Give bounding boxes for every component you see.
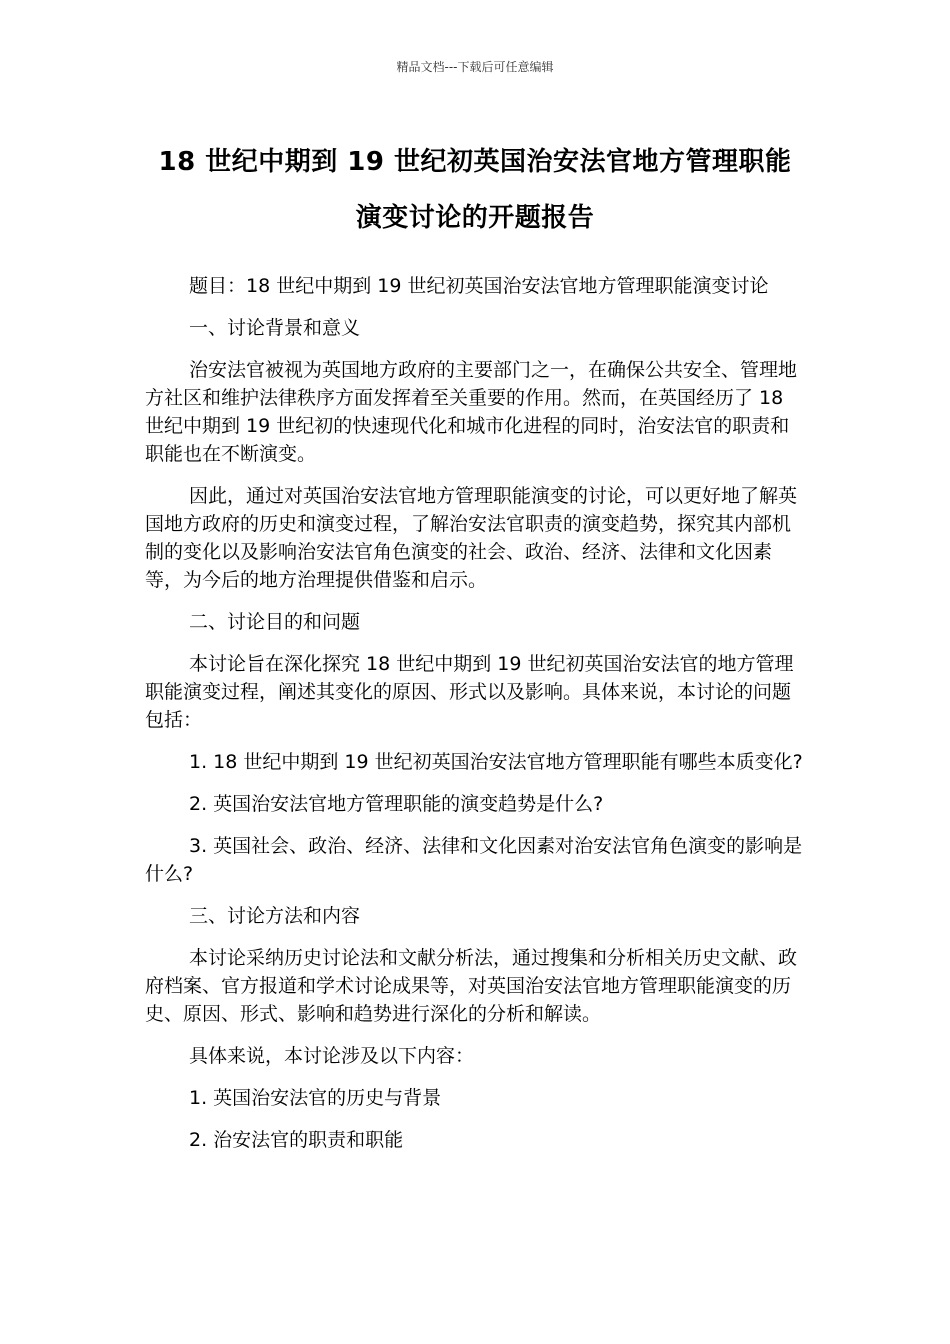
paragraph: 本讨论采纳历史讨论法和文献分析法，通过搜集和分析相关历史文献、政府档案、官方报道和学术讨论成果等，对英国治安法官地方管理职能演变的历史、原因、形式、影响和趋势进行深化的分析和解读。 bbox=[145, 947, 798, 1025]
document-title bbox=[120, 134, 830, 246]
list-item: 2. 治安法官的职责和职能 bbox=[189, 1129, 404, 1151]
document-title-line-2: 演变讨论的开题报告 bbox=[355, 203, 595, 233]
paragraph: 本讨论旨在深化探究 18 世纪中期到 19 世纪初英国治安法官的地方管理职能演变过程，阐述其变化的原因、形式以及影响。具体来说，本讨论的问题包括： bbox=[145, 653, 794, 731]
paragraph: 治安法官被视为英国地方政府的主要部门之一，在确保公共安全、管理地方社区和维护法律秩序方面发挥着至关重要的作用。然而，在英国经历了 18 世纪中期到 19 世纪初的快速现代化和城市化进程的同时，治安法官的职责和职能也在不断演变。 bbox=[145, 359, 798, 465]
paragraph: 具体来说，本讨论涉及以下内容： bbox=[189, 1045, 475, 1067]
paragraph: 因此，通过对英国治安法官地方管理职能演变的讨论，可以更好地了解英国地方政府的历史和演变过程，了解治安法官职责的演变趋势，探究其内部机制的变化以及影响治安法官角色演变的社会、政治、经济、法律和文化因素等，为今后的地方治理提供借鉴和启示。 bbox=[145, 485, 798, 591]
page-header: 精品文档---下载后可任意编辑 bbox=[396, 60, 554, 74]
document-body bbox=[145, 272, 805, 1168]
document-title-line-1: 18 世纪中期到 19 世纪初英国治安法官地方管理职能 bbox=[158, 147, 792, 177]
paragraph-topic: 题目：18 世纪中期到 19 世纪初英国治安法官地方管理职能演变讨论 bbox=[189, 275, 769, 297]
list-item: 1. 英国治安法官的历史与背景 bbox=[189, 1087, 442, 1109]
list-item: 2. 英国治安法官地方管理职能的演变趋势是什么? bbox=[189, 793, 604, 815]
section-heading-method: 三、讨论方法和内容 bbox=[189, 905, 361, 927]
list-item: 3. 英国社会、政治、经济、法律和文化因素对治安法官角色演变的影响是什么? bbox=[145, 835, 803, 885]
list-item: 1. 18 世纪中期到 19 世纪初英国治安法官地方管理职能有哪些本质变化? bbox=[189, 751, 803, 773]
section-heading-background: 一、讨论背景和意义 bbox=[189, 317, 361, 339]
section-heading-purpose: 二、讨论目的和问题 bbox=[189, 611, 361, 633]
